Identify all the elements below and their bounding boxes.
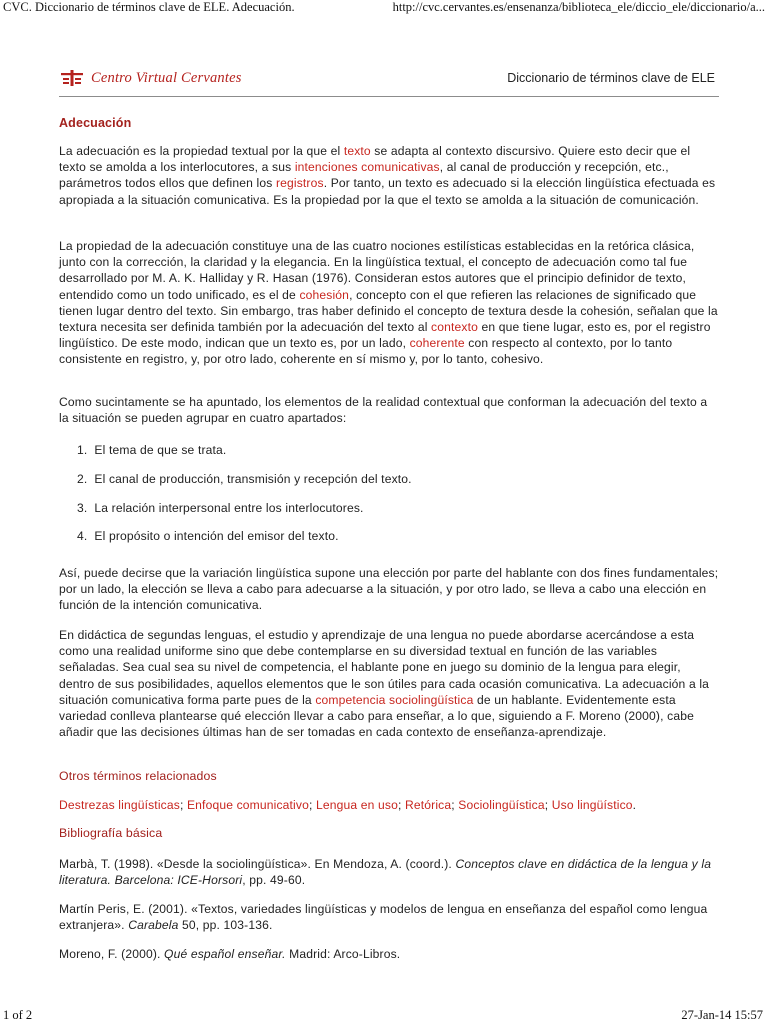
link-contexto[interactable]: contexto (431, 320, 478, 335)
print-url: http://cvc.cervantes.es/ensenanza/biblioteca_ele/diccio_ele/diccionario/a... (392, 0, 765, 14)
cvc-logo[interactable] (59, 69, 242, 87)
link-enfoque-comunicativo[interactable]: Enfoque comunicativo (186, 798, 309, 812)
paragraph-2: La propiedad de la adecuación constituye una de las cuatro nociones estilísticas establecidas en la retórica clásica, junto con la corrección, la claridad y la elegancia. En la lingüística textual, el concepto de adecuación como tal fue desarrollado por M. A. K. Halliday y R. Hasan (1976). Consideran estos autores que el principio definidor de texto, entendido como un todo unificado, es el de cohesión, concepto con el que refieren las relaciones de significado que tienen lugar dentro del texto. Sin embargo, tras haber definido el concepto de textura desde la cohesión, señalan que la textura necesita ser definida también por la adecuación del texto al contexto en que tiene lugar, esto es, por el registro lingüístico. De este modo, indican que un texto es, por un lado, coherente con respecto al contexto, por lo tanto consistente en registro, y, por otro lado, coherente en sí mismo y, por lo tanto, cohesivo. (59, 239, 718, 367)
list-item: 4. El propósito o intención del emisor del texto. (77, 529, 339, 543)
print-page-title: CVC. Diccionario de términos clave de ELE. Adecuación. (3, 0, 295, 14)
bibliography-entry: Martín Peris, E. (2001). «Textos, variedades lingüísticas y modelos de lengua en enseñanza del español como lengua extranjera». Carabela 50, pp. 103-136. (59, 902, 708, 933)
logo-text: Centro Virtual Cervantes (91, 69, 242, 86)
related-terms-heading: Otros términos relacionados (59, 769, 217, 783)
link-retorica[interactable]: Retórica (405, 798, 452, 812)
list-item: 2. El canal de producción, transmisión y recepción del texto. (77, 472, 412, 486)
related-terms-list: Destrezas lingüísticas; Enfoque comunicativo; Lengua en uso; Retórica; Sociolingüística; Uso lingüístico. (59, 798, 637, 812)
link-coherente[interactable]: coherente (409, 336, 465, 351)
link-intenciones-comunicativas[interactable]: intenciones comunicativas (294, 160, 440, 175)
link-cohesion[interactable]: cohesión (299, 287, 350, 302)
page-body (59, 60, 719, 961)
term-title: Adecuación (59, 116, 132, 130)
bibliography-heading: Bibliografía básica (59, 826, 163, 840)
link-sociolinguistica[interactable]: Sociolingüística (458, 798, 545, 812)
list-item: 1. El tema de que se trata. (77, 443, 227, 457)
link-texto[interactable]: texto (343, 144, 371, 158)
paragraph-4: Así, puede decirse que la variación lingüística supone una elección por parte del hablante con dos fines fundamentales; por un lado, la elección se lleva a cabo para adecuarse a la situación, y por otro lado, se lleva a cabo una elección en función de la intención comunicativa. (59, 566, 719, 613)
dictionary-title[interactable]: Diccionario de términos clave de ELE (507, 71, 715, 85)
link-competencia-sociolinguistica[interactable]: competencia sociolingüística (315, 692, 474, 707)
bibliography-entry: Marbà, T. (1998). «Desde la sociolingüística». En Mendoza, A. (coord.). Conceptos clave en didáctica de la lengua y la literatura. Barcelona: ICE-Horsori, pp. 49-60. (59, 857, 712, 888)
print-timestamp: 27-Jan-14 15:57 (681, 1008, 763, 1022)
list-item: 3. La relación interpersonal entre los interlocutores. (77, 501, 364, 515)
page-count: 1 of 2 (3, 1008, 33, 1022)
paragraph-3: Como sucintamente se ha apuntado, los elementos de la realidad contextual que conforman la adecuación del texto a la situación se pueden agrupar en cuatro apartados: (59, 395, 708, 426)
link-lengua-en-uso[interactable]: Lengua en uso (316, 798, 398, 812)
link-uso-linguistico[interactable]: Uso lingüístico (551, 798, 633, 812)
link-registros[interactable]: registros (275, 176, 324, 191)
bibliography-entry: Moreno, F. (2000). Qué español enseñar. Madrid: Arco-Libros. (59, 947, 401, 961)
link-destrezas-linguisticas[interactable]: Destrezas lingüísticas (59, 798, 180, 812)
site-header (59, 60, 719, 97)
paragraph-5: En didáctica de segundas lenguas, el estudio y aprendizaje de una lengua no puede abordarse acercándose a esta como una realidad uniforme sino que debe contemplarse en su diversidad textual en función de las variables señaladas. Sea cual sea su nivel de competencia, el hablante pone en juego su dominio de la lengua para elegir, dentro de sus posibilidades, aquellos elementos que le son útiles para cada ocasión comunicativa. La adecuación a la situación comunicativa forma parte pues de la competencia sociolingüística de un hablante. Evidentemente esta variedad conlleva plantearse qué elección llevar a cabo para enseñar, a lo que, siguiendo a F. Moreno (2000), cabe añadir que las decisiones últimas han de ser tomadas en cada contexto de enseñanza-aprendizaje. (59, 628, 710, 740)
cervantes-logo-icon (59, 69, 85, 87)
paragraph-1: La adecuación es la propiedad textual por la que el texto se adapta al contexto discursivo. Quiere esto decir que el texto se amolda a los interlocutores, a sus intenciones comunicativas, al canal de producción y recepción, etc., parámetros todos ellos que definen los registros. Por tanto, un texto es adecuado si la elección lingüística efectuada es apropiada a la situación comunicativa. Es la propiedad por la que el texto se amolda a la situación de comunicación. (59, 144, 716, 207)
